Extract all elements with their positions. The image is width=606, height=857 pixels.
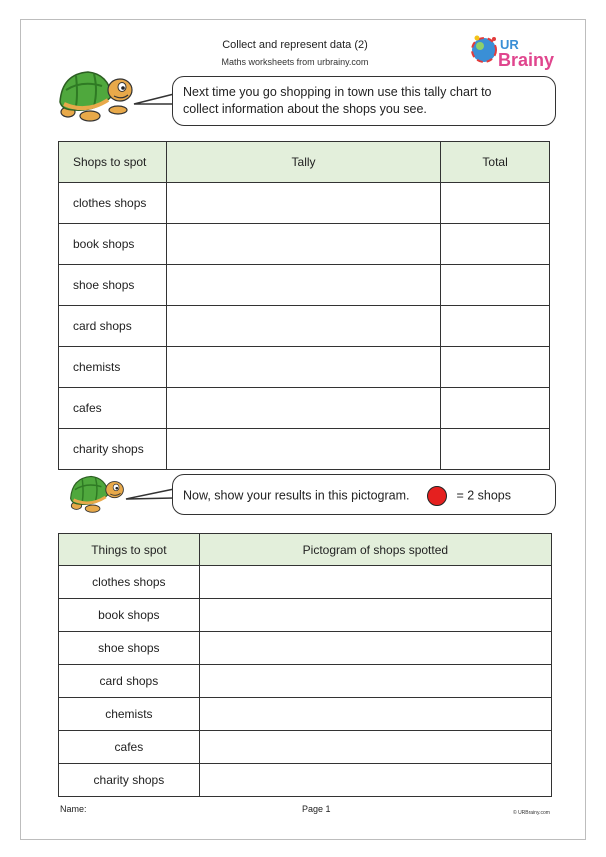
table-row: [59, 265, 550, 306]
tally-cell[interactable]: [166, 265, 440, 306]
table-row: [59, 347, 550, 388]
pictogram-cell[interactable]: [199, 566, 551, 599]
row-label: shoe shops: [59, 265, 167, 306]
instruction-line-2: collect information about the shops you see.: [183, 102, 427, 116]
total-cell[interactable]: [441, 388, 550, 429]
pictogram-cell[interactable]: [199, 698, 551, 731]
tally-cell[interactable]: [166, 429, 440, 470]
tally-header-tally: Tally: [166, 142, 440, 183]
total-cell[interactable]: [441, 224, 550, 265]
total-cell[interactable]: [441, 429, 550, 470]
table-row: [59, 306, 550, 347]
table-row: [59, 731, 552, 764]
tally-cell[interactable]: [166, 347, 440, 388]
table-row: [59, 183, 550, 224]
page-title: Collect and represent data (2): [222, 39, 368, 51]
tally-cell[interactable]: [166, 183, 440, 224]
table-row: [59, 764, 552, 797]
row-label: chemists: [59, 698, 200, 731]
table-row: [59, 632, 552, 665]
logo-text-top: UR: [500, 37, 519, 52]
turtle-icon: [66, 472, 128, 516]
logo-text-bottom: Brainy: [498, 50, 555, 70]
turtle-icon: [56, 66, 136, 126]
pictogram-bubble: [172, 474, 556, 515]
pictogram-header-pictogram: Pictogram of shops spotted: [199, 534, 551, 566]
table-row: [59, 566, 552, 599]
name-label: Name:: [60, 804, 87, 814]
row-label: charity shops: [59, 429, 167, 470]
row-label: cafes: [59, 388, 167, 429]
table-row: [59, 599, 552, 632]
total-cell[interactable]: [441, 265, 550, 306]
page-number: Page 1: [302, 804, 331, 814]
table-row: [59, 429, 550, 470]
page-subtitle: Maths worksheets from urbrainy.com: [221, 57, 369, 67]
table-row: [59, 388, 550, 429]
row-label: charity shops: [59, 764, 200, 797]
tally-header-row: [59, 142, 550, 183]
urbrainy-logo: [468, 30, 568, 74]
speech-tail: [124, 486, 176, 502]
tally-cell[interactable]: [166, 224, 440, 265]
row-label: card shops: [59, 665, 200, 698]
row-label: book shops: [59, 224, 167, 265]
pictogram-cell[interactable]: [199, 599, 551, 632]
red-circle-icon: [427, 486, 447, 506]
total-cell[interactable]: [441, 347, 550, 388]
instruction-bubble: [172, 76, 556, 126]
tally-header-total: Total: [441, 142, 550, 183]
pictogram-cell[interactable]: [199, 632, 551, 665]
tally-header-shops: Shops to spot: [59, 142, 167, 183]
row-label: chemists: [59, 347, 167, 388]
row-label: card shops: [59, 306, 167, 347]
pictogram-header-row: [59, 534, 552, 566]
table-row: [59, 698, 552, 731]
pictogram-cell[interactable]: [199, 731, 551, 764]
pictogram-cell[interactable]: [199, 764, 551, 797]
total-cell[interactable]: [441, 306, 550, 347]
tally-table: [58, 141, 550, 470]
speech-tail: [132, 92, 176, 108]
copyright: © URBrainy.com: [513, 810, 550, 816]
tally-cell[interactable]: [166, 306, 440, 347]
row-label: book shops: [59, 599, 200, 632]
tally-cell[interactable]: [166, 388, 440, 429]
pictogram-table: [58, 533, 552, 797]
pictogram-cell[interactable]: [199, 665, 551, 698]
table-row: [59, 665, 552, 698]
row-label: clothes shops: [59, 183, 167, 224]
pictogram-header-things: Things to spot: [59, 534, 200, 566]
row-label: cafes: [59, 731, 200, 764]
pictogram-instruction: Now, show your results in this pictogram.: [183, 488, 410, 503]
instruction-line-1: Next time you go shopping in town use this tally chart to: [183, 85, 492, 99]
pictogram-key: = 2 shops: [456, 488, 512, 503]
total-cell[interactable]: [441, 183, 550, 224]
table-row: [59, 224, 550, 265]
row-label: shoe shops: [59, 632, 200, 665]
row-label: clothes shops: [59, 566, 200, 599]
